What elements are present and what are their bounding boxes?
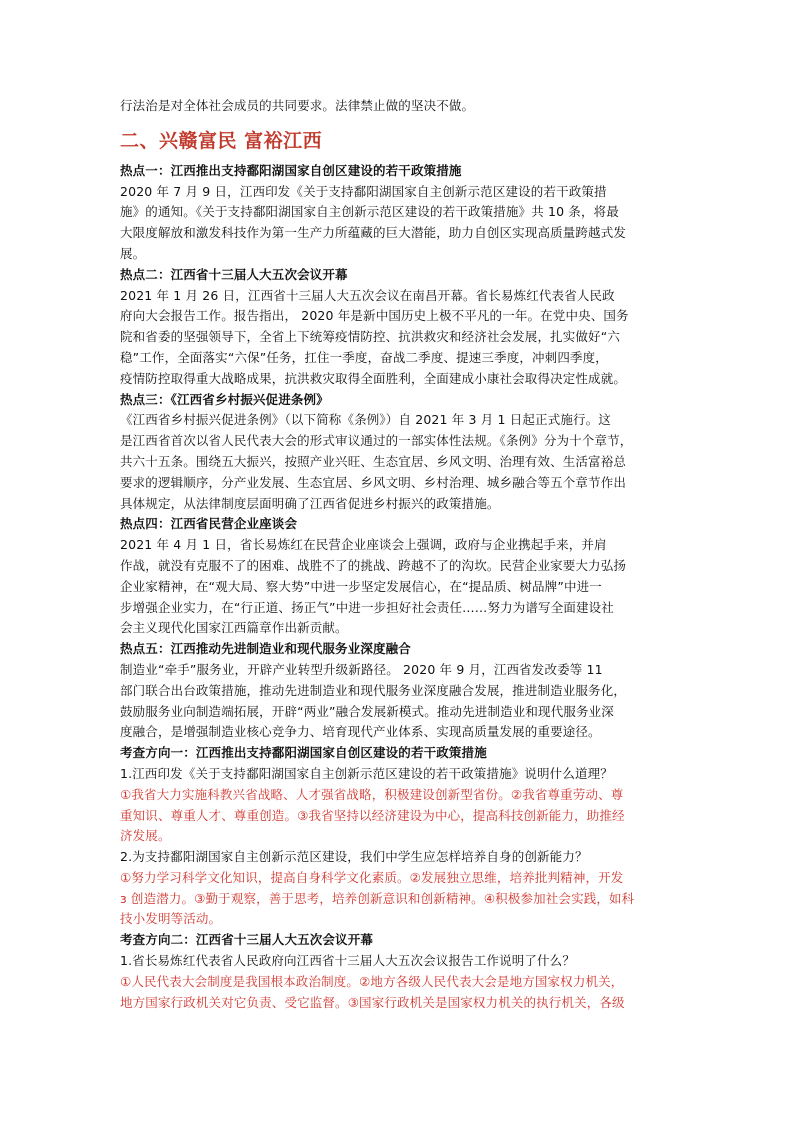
- hot5-line: 制造业“牵手”服务业，开辟产业转型升级新路径。 2020 年 9 月，江西省发改委等 11: [120, 661, 603, 677]
- hot4-line: 企业家精神，在“观大局、察大势”中进一步坚定发展信心，在“提品质、树品牌”中进一: [120, 578, 602, 594]
- hot3-line: 是江西省首次以省人民代表大会的形式审议通过的一部实体性法规。《条例》分为十个章节，: [120, 433, 633, 449]
- dir1-answer-1-line: ①我省大力实施科教兴省战略、人才强省战略，积极建设创新型省份。②我省尊重劳动、尊: [120, 786, 624, 802]
- dir1-answer-2-line: з 创造潜力。③勤于观察，善于思考，培养创新意识和创新精神。④积极参加社会实践，如科: [120, 890, 635, 906]
- hot2-title: 热点二：江西省十三届人大五次会议开幕: [120, 266, 348, 282]
- hot5-title: 热点五：江西推动先进制造业和现代服务业深度融合: [120, 641, 411, 657]
- hot4-line: 会主义现代化国家江西篇章作出新贡献。: [120, 620, 348, 636]
- hot5-line: 度融合，是增强制造业核心竞争力、培育现代产业体系、实现高质量发展的重要途径。: [120, 724, 601, 740]
- hot2-line: 院和省委的坚强领导下，全省上下统筹疫情防控、抗洪救灾和经济社会发展，扎实做好“六: [120, 329, 620, 345]
- dir1-answer-2-line: ①努力学习科学文化知识，提高自身科学文化素质。②发展独立思维，培养批判精神，开发: [120, 869, 624, 885]
- dir2-answer-1-line: ①人民代表大会制度是我国根本政治制度。②地方各级人民代表大会是地方国家权力机关，: [120, 973, 624, 989]
- hot3-line: 具体规定，从法律制度层面明确了江西省促进乡村振兴的政策措施。: [120, 495, 500, 511]
- dir1-question-2: 2.为支持鄱阳湖国家自主创新示范区建设，我们中学生应怎样培养自身的创新能力？: [120, 849, 588, 865]
- hot3-line: 要求的逻辑顺序，分产业发展、生态宜居、乡风文明、乡村治理、城乡融合等五个章节作出: [120, 474, 627, 490]
- dir2-answer-1-line: 地方国家行政机关对它负责、受它监督。③国家行政机关是国家权力机关的执行机关，各级: [120, 994, 625, 1010]
- dir2-title: 考查方向二：江西省十三届人大五次会议开幕: [120, 932, 374, 948]
- hot5-line: 鼓励服务业向制造端拓展，开辟“两业”融合发展新模式。推动先进制造业和现代服务业深: [120, 703, 614, 719]
- dir1-question-1: 1.江西印发《关于支持鄱阳湖国家自主创新示范区建设的若干政策措施》说明什么道理？: [120, 765, 613, 781]
- dir1-answer-2-line: 技小发明等活动。: [120, 911, 222, 927]
- dir2-question-1: 1.省长易炼红代表省人民政府向江西省十三届人大五次会议报告工作说明了什么？: [120, 953, 575, 969]
- hot4-line: 步增强企业实力，在“行正道、扬正气”中进一步担好社会责任……努力为谱写全面建设社: [120, 599, 614, 615]
- hot1-line: 大限度解放和激发科技作为第一生产力所蕴藏的巨大潜能，助力自创区实现高质量跨越式发: [120, 225, 627, 241]
- hot2-line: 疫情防控取得重大战略成果，抗洪救灾取得全面胜利，全面建成小康社会取得决定性成就。: [120, 370, 627, 386]
- section-title: 二、兴赣富民 富裕江西: [120, 129, 323, 152]
- hot4-line: 作战，就没有克服不了的困难、战胜不了的挑战、跨越不了的沟坎。民营企业家要大力弘扬: [120, 557, 627, 573]
- document-page: [120, 96, 680, 1013]
- hot1-title: 热点一：江西推出支持鄱阳湖国家自创区建设的若干政策措施: [120, 162, 462, 178]
- hot4-line: 2021 年 4 月 1 日，省长易炼红在民营企业座谈会上强调，政府与企业携起手来，并肩: [120, 537, 607, 553]
- intro-line: 行法治是对全体社会成员的共同要求。法律禁止做的坚决不做。: [120, 98, 475, 113]
- hot2-line: 稳”工作，全面落实“六保”任务，扛住一季度，奋战二季度、提速三季度，冲刺四季度，: [120, 349, 608, 365]
- dir1-answer-1-line: 济发展。: [120, 828, 171, 844]
- dir1-answer-1-line: 重知识、尊重人才、尊重创造。③我省坚持以经济建设为中心，提高科技创新能力，助推经: [120, 807, 625, 823]
- hot1-line: 展。: [120, 245, 146, 261]
- hot1-line: 施》的通知。《关于支持鄱阳湖国家自主创新示范区建设的若干政策措施》共 10 条，将最: [120, 204, 619, 220]
- hot3-line: 《江西省乡村振兴促进条例》（以下简称《条例》）自 2021 年 3 月 1 日起正式施行。这: [120, 412, 611, 428]
- hot2-line: 府向大会报告工作。报告指出， 2020 年是新中国历史上极不平凡的一年。在党中央、国务: [120, 308, 629, 324]
- dir1-title: 考查方向一：江西推出支持鄱阳湖国家自创区建设的若干政策措施: [120, 745, 487, 761]
- hot1-line: 2020 年 7 月 9 日，江西印发《关于支持鄱阳湖国家自主创新示范区建设的若干政策措: [120, 183, 607, 199]
- hot2-line: 2021 年 1 月 26 日，江西省十三届人大五次会议在南昌开幕。省长易炼红代表省人民政: [120, 287, 615, 303]
- hot5-line: 部门联合出台政策措施，推动先进制造业和现代服务业深度融合发展，推进制造业服务化，: [120, 682, 627, 698]
- hot3-title: 热点三：《江西省乡村振兴促进条例》: [120, 391, 329, 407]
- hot3-line: 共六十五条。围绕五大振兴，按照产业兴旺、生态宜居、乡风文明、治理有效、生活富裕总: [120, 453, 627, 469]
- hot4-title: 热点四：江西省民营企业座谈会: [120, 516, 298, 532]
